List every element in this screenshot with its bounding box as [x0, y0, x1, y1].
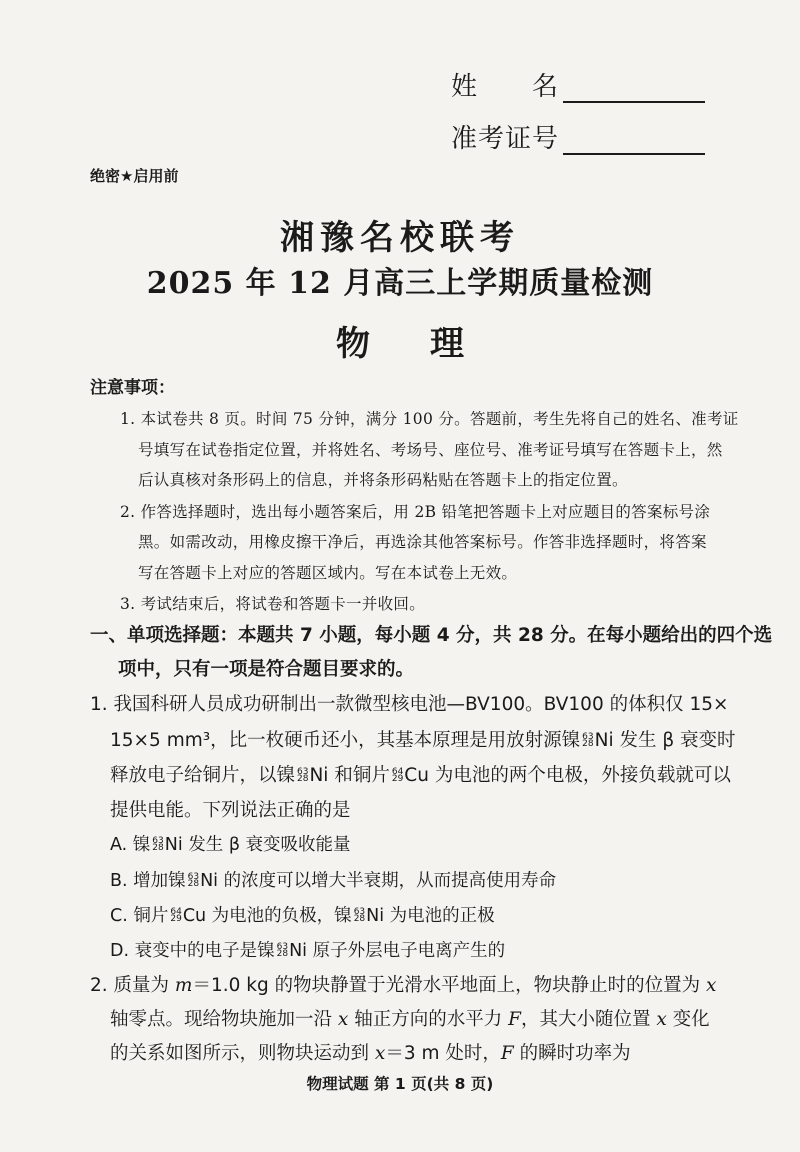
page-footer: 物理试题 第 1 页(共 8 页) — [306, 1075, 494, 1093]
name-blank — [563, 75, 705, 103]
notice-line: 3. 考试结束后，将试卷和答题卡一并收回。 — [120, 595, 426, 613]
ni-isotope: 63 28 — [582, 731, 594, 749]
exam-id-field — [451, 118, 705, 155]
ni-isotope: 63 28 — [297, 766, 309, 784]
notice-line: 1. 本试卷共 8 页。时间 75 分钟，满分 100 分。答题前，考生先将自己的姓名、准考证 — [120, 410, 739, 428]
exam-title: 湘豫名校联考 — [280, 218, 520, 258]
notice-line: 2. 作答选择题时，选出每小题答案后，用 2B 铅笔把答题卡上对应题目的答案标号涂 — [120, 503, 711, 521]
notice-line: 写在答题卡上对应的答题区域内。写在本试卷上无效。 — [138, 564, 518, 582]
section-heading: 一、单项选择题：本题共 7 小题，每小题 4 分，共 28 分。在每小题给出的四个选 — [90, 625, 773, 646]
notice-line: 黑。如需改动，用橡皮擦干净后，再选涂其他答案标号。作答非选择题时，将答案 — [138, 533, 707, 551]
exam-subtitle: 2025 年 12 月高三上学期质量检测 — [146, 266, 654, 301]
notice-heading: 注意事项： — [90, 378, 175, 398]
secret-label: 绝密★启用前 — [90, 167, 179, 185]
q1-option-c[interactable]: C. 铜片 64 29 Cu 为电池的负极，镍 63 28 Ni 为电池的正极 — [110, 906, 495, 926]
exam-id-blank — [563, 127, 705, 155]
ni-isotope: 63 28 — [353, 906, 366, 924]
notice-line: 号填写在试卷指定位置，并将姓名、考场号、座位号、准考证号填写在答题卡上，然 — [138, 441, 723, 459]
q1-line: 15×5 mm³，比一枚硬币还小，其基本原理是用放射源镍 63 28 Ni 发生 β 衰变时 — [110, 730, 736, 751]
q1-option-a[interactable]: A. 镍 63 28 Ni 发生 β 衰变吸收能量 — [110, 835, 351, 855]
ni-isotope: 63 28 — [187, 871, 200, 889]
exam-id-label: 准考证号 — [450, 124, 559, 154]
section-heading-cont: 项中，只有一项是符合题目要求的。 — [118, 659, 415, 680]
q1-line: 提供电能。下列说法正确的是 — [110, 800, 351, 821]
subject-char-2: 理 — [430, 324, 464, 364]
cu-isotope: 64 29 — [391, 766, 404, 784]
ni-isotope: 63 28 — [276, 941, 289, 959]
q2-line: 轴零点。现给物块施加一沿 x 轴正方向的水平力 F，其大小随位置 x 变化 — [110, 1009, 710, 1030]
q1-option-b[interactable]: B. 增加镍 63 28 Ni 的浓度可以增大半衰期，从而提高使用寿命 — [110, 871, 557, 891]
notice-line: 后认真核对条形码上的信息，并将条形码粘贴在答题卡上的指定位置。 — [138, 471, 628, 489]
subject-char-1: 物 — [336, 324, 370, 364]
q1-option-d[interactable]: D. 衰变中的电子是镍 63 28 Ni 原子外层电子电离产生的 — [110, 941, 506, 961]
q1-line: 释放电子给铜片，以镍 63 28 Ni 和铜片 64 29 Cu 为电池的两个电极，外接负载就可以 — [110, 765, 731, 786]
ni-isotope: 63 28 — [152, 835, 164, 853]
q2-line: 2. 质量为 m＝1.0 kg 的物块静置于光滑水平地面上，物块静止时的位置为 x — [90, 975, 717, 996]
q2-line: 的关系如图所示，则物块运动到 x＝3 m 处时，F 的瞬时功率为 — [110, 1043, 631, 1064]
name-field — [451, 66, 705, 103]
q1-line: 1. 我国科研人员成功研制出一款微型核电池—BV100。BV100 的体积仅 15× — [90, 694, 729, 715]
subject-title — [0, 316, 800, 365]
name-label: 姓 名 — [450, 72, 559, 102]
cu-isotope: 64 29 — [170, 906, 182, 924]
